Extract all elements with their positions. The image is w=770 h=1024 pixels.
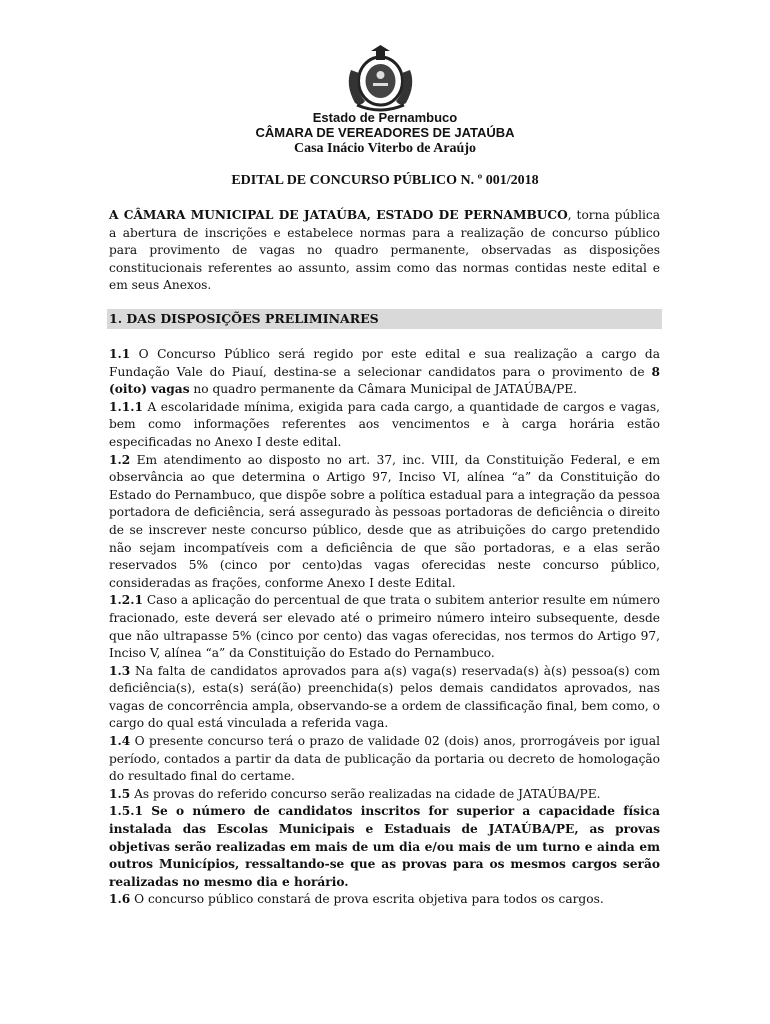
clause-bold-text: 8 (oito) vagas [109,364,660,397]
clause-1-1 [109,346,660,399]
header-house: Casa Inácio Viterbo de Araújo [294,141,476,156]
clause-1-5 [109,786,660,804]
clause-1-3 [109,663,660,733]
clause-number: 1.3 [109,663,131,678]
clause-number: 1.6 [109,892,131,907]
intro-paragraph [109,207,660,295]
section-body [109,346,660,909]
intro-text: , torna pública a abertura de inscrições e estabelece normas para a realização de concurso público para provimento de vagas no quadro permanente, observadas as disposições constitucionais referentes ao assunto, assim como das normas contidas neste edital e em seus Anexos. [109,208,660,293]
clause-text: O concurso público constará de prova escrita objetiva para todos os cargos. [130,892,604,907]
clause-1-5-1 [109,803,660,891]
clause-number: 1.1 [109,347,131,361]
clause-1-6 [109,891,660,909]
header-chamber: CÂMARA DE VEREADORES DE JATAÚBA [255,125,515,140]
clause-1-2 [109,452,660,593]
clause-number: 1.5.1 [109,804,143,819]
clause-number: 1.5 [109,786,131,801]
clause-1-2-1 [109,592,660,662]
clause-text: As provas do referido concurso serão realizadas na cidade de JATAÚBA/PE. [130,786,601,801]
clause-text: O presente concurso terá o prazo de validade 02 (dois) anos, prorrogáveis por igual período, contados a partir da data de publicação da portaria ou decreto de homologação do resultado final do certame. [109,734,660,784]
section-title: 1. DAS DISPOSIÇÕES PRELIMINARES [109,311,379,326]
clause-1-1-1 [109,399,660,452]
clause-text: Na falta de candidatos aprovados para a(s) vaga(s) reservada(s) à(s) pessoa(s) com deficiência(s), esta(s) será(ão) preenchida(s) pelos demais candidatos aprovados, nas vagas de concorrência ampla, observando-se a ordem de classificação final, bem como, o cargo do qual está vinculada a referida vaga. [109,663,660,731]
clause-text: Em atendimento ao disposto no art. 37, inc. VIII, da Constituição Federal, e em observância ao que determina o Artigo 97, Inciso VI, alínea “a” da Constituição do Estado do Pernambuco, que dispõe sobre a política estadual para a integração da pessoa portadora de deficiência, será assegurado às pessoas portadoras de deficiência o direito de se inscrever neste concurso público, desde que as atribuições do cargo pretendido não sejam incompatíveis com a deficiência de que são portadoras, e a elas serão reservados 5% (cinco por cento)das vagas oferecidas neste concurso público, consideradas as frações, conforme Anexo I deste Edital. [109,452,660,590]
clause-text: A escolaridade mínima, exigida para cada cargo, a quantidade de cargos e vagas, bem como informações referentes aos vencimentos e à carga horária estão especificadas no Anexo I deste edital. [109,399,660,449]
clause-number: 1.2.1 [109,593,143,608]
coat-of-arms-icon [343,45,418,113]
clause-text: no quadro permanente da Câmara Municipal de JATAÚBA/PE. [189,382,578,397]
clause-text: Se o número de candidatos inscritos for superior a capacidade física instalada das Escolas Municipais e Estaduais de JATAÚBA/PE, as provas objetivas serão realizadas em mais de um dia e/ou mais de um turno e ainda em outros Municípios, ressaltando-se que as provas para os mesmos cargos serão realizadas no mesmo dia e horário. [109,804,660,889]
intro-bold: A CÂMARA MUNICIPAL DE JATAÚBA, ESTADO DE PERNAMBUCO [109,208,568,222]
clause-1-4 [109,733,660,786]
clause-text: O Concurso Público será regido por este edital e sua realização a cargo da Fundação Vale do Piauí, destina-se a selecionar candidatos para o provimento de [109,347,660,379]
clause-number: 1.1.1 [109,399,143,414]
clause-text: Caso a aplicação do percentual de que trata o subitem anterior resulte em número fracionado, este deverá ser elevado até o primeiro número inteiro subsequente, desde que não ultrapasse 5% (cinco por cento) das vagas oferecidas, nos termos do Artigo 97, Inciso V, alínea “a” da Constituição do Estado do Pernambuco. [109,593,660,661]
document-title: EDITAL DE CONCURSO PÚBLICO N. º 001/2018 [231,173,539,188]
header-state: Estado de Pernambuco [312,110,458,125]
clause-number: 1.4 [109,734,131,749]
clause-number: 1.2 [109,452,131,467]
